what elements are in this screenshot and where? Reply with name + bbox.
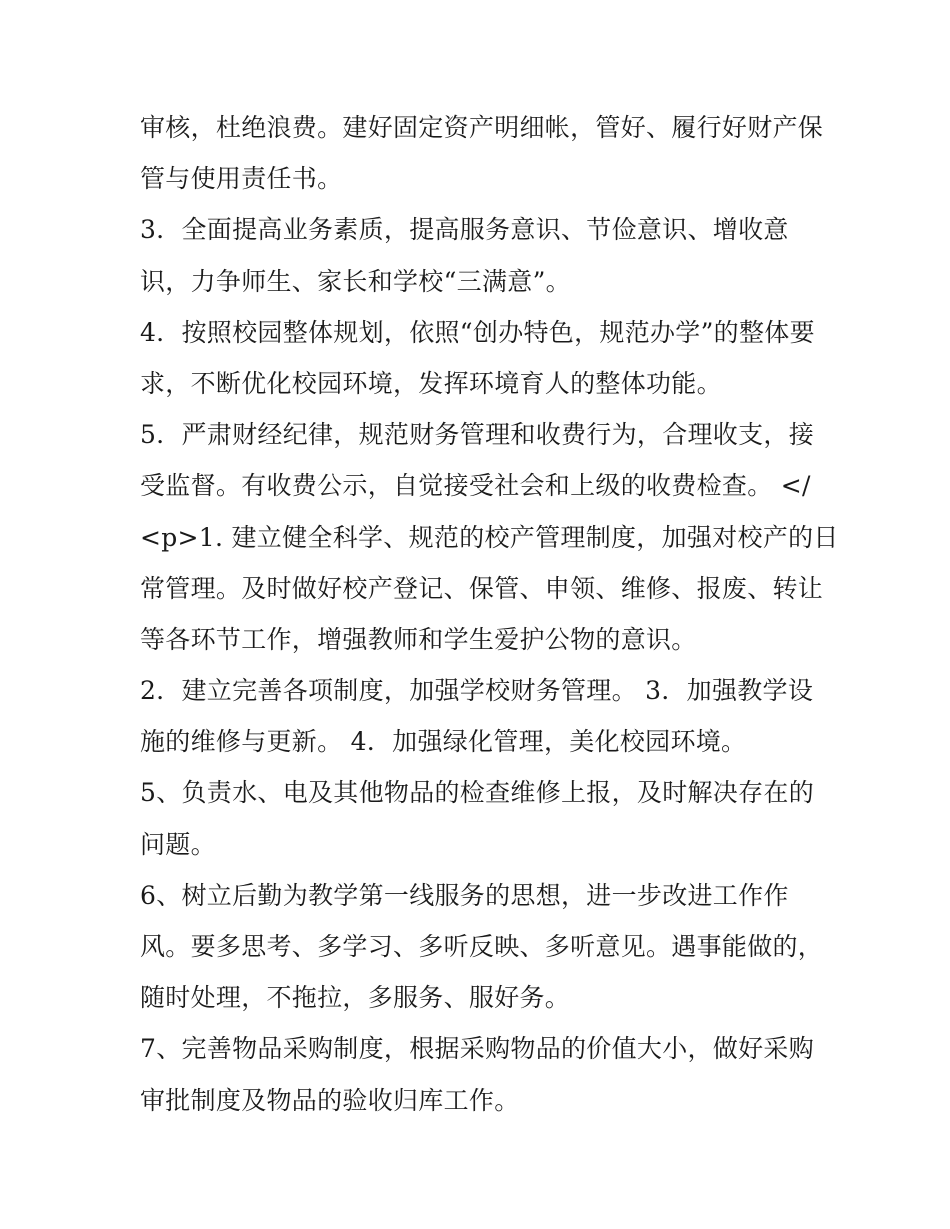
text-line: 等各环节工作，增强教师和学生爱护公物的意识。	[140, 624, 697, 654]
text-line: 3．全面提高业务素质，提高服务意识、节俭意识、增收意	[140, 215, 789, 245]
text-line: 审批制度及物品的验收归库工作。	[140, 1085, 520, 1115]
text-line: 识，力争师生、家长和学校“三满意”。	[140, 266, 571, 296]
text-line: 随时处理，不拖拉，多服务、服好务。	[140, 983, 571, 1013]
document-body	[140, 102, 839, 1126]
text-line: 常管理。及时做好校产登记、保管、申领、维修、报废、转让	[140, 573, 824, 603]
text-line: 7、完善物品采购制度，根据采购物品的价值大小，做好采购	[140, 1034, 815, 1064]
text-line: 施的维修与更新。 4．加强绿化管理，美化校园环境。	[140, 727, 747, 757]
text-line: 5、负责水、电及其他物品的检查维修上报，及时解决存在的	[140, 778, 815, 808]
text-line: 受监督。有收费公示，自觉接受社会和上级的收费检查。 </	[140, 471, 811, 501]
text-line: 管与使用责任书。	[140, 164, 343, 194]
text-line: 求，不断优化校园环境，发挥环境育人的整体功能。	[140, 368, 722, 398]
text-line: 审核，杜绝浪费。建好固定资产明细帐，管好、履行好财产保	[140, 113, 824, 142]
text-line: 6、树立后勤为教学第一线服务的思想，进一步改进工作作	[140, 880, 789, 910]
text-line: <p>1. 建立健全科学、规范的校产管理制度，加强对校产的日	[140, 522, 839, 552]
text-line: 问题。	[140, 829, 216, 859]
text-line: 2．建立完善各项制度，加强学校财务管理。 3．加强教学设	[140, 676, 814, 706]
text-line: 4．按照校园整体规划，依照“创办特色，规范办学”的整体要	[140, 317, 815, 347]
text-line: 5．严肃财经纪律，规范财务管理和收费行为，合理收支，接	[140, 420, 815, 450]
text-line: 风。要多思考、多学习、多听反映、多听意见。遇事能做的，	[140, 932, 824, 961]
